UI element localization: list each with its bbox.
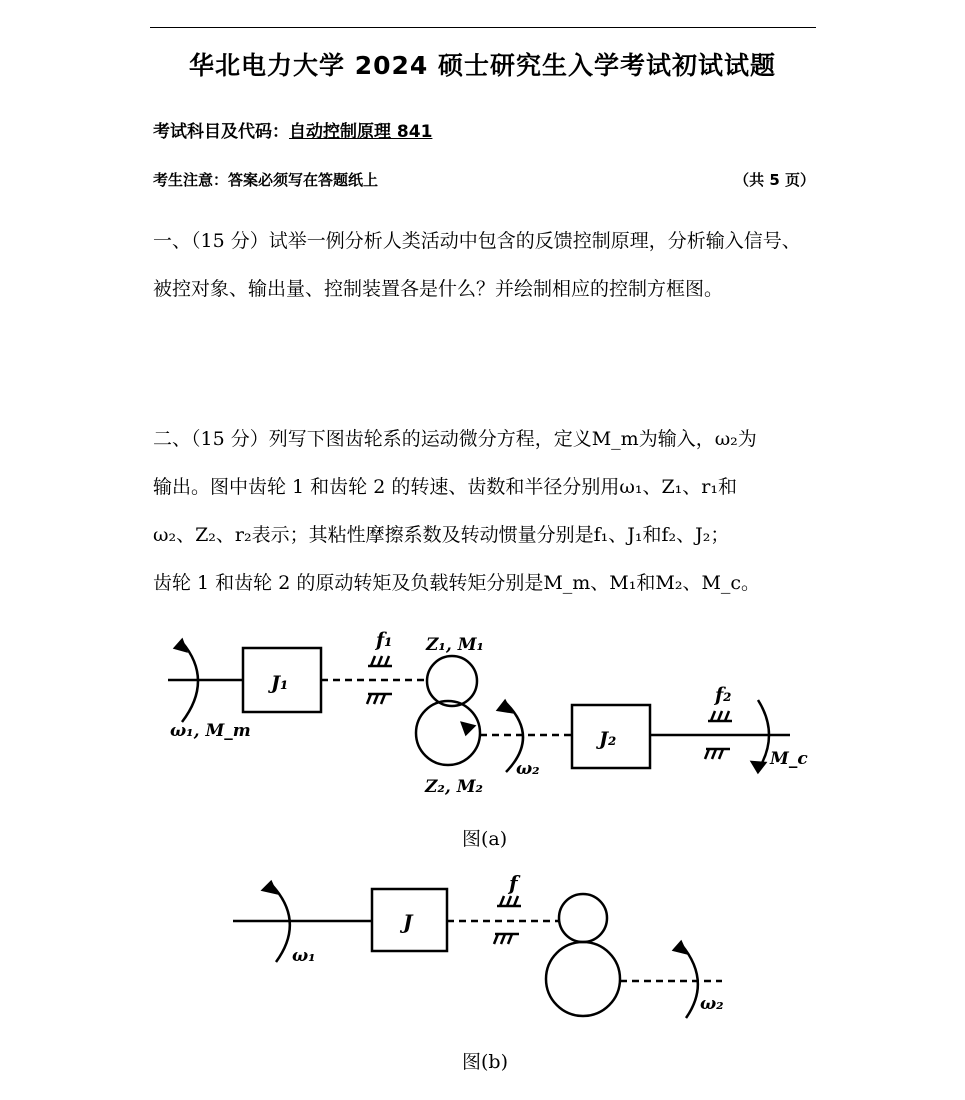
omega1-arrowhead-a [175, 640, 186, 651]
exam-title: 华北电力大学 2024 硕士研究生入学考试初试试题 [189, 51, 776, 80]
subject-label: 考试科目及代码： [153, 122, 289, 142]
label-omega2-a: ω₂ [516, 759, 540, 779]
figure-a-caption: 图(a) [462, 828, 508, 850]
gear-small-b [559, 894, 607, 942]
omega1-arrow-a [182, 642, 198, 722]
figure-b-caption: 图(b) [462, 1051, 508, 1073]
label-omega1-mm: ω₁, M_m [170, 721, 251, 741]
question-2-line-1: 二、（15 分）列写下图齿轮系的运动微分方程，定义M_m为输入，ω₂为 [153, 428, 757, 450]
question-2-line-3: ω₂、Z₂、r₂表示；其粘性摩擦系数及转动惯量分别是f₁、J₁和f₂、J₂； [153, 524, 730, 546]
label-j1: J₁ [271, 672, 289, 694]
figure-a-diagram [168, 640, 790, 772]
label-mc: M_c [770, 749, 808, 769]
omega2-arrowhead-a [498, 701, 511, 712]
gear-1 [427, 656, 477, 706]
page-count: （共 5 页） [734, 171, 815, 189]
label-f: f [509, 871, 518, 895]
gear-mesh-marker [462, 723, 474, 734]
subject-value: 自动控制原理 841 [289, 122, 433, 142]
question-2-line-2: 输出。图中齿轮 1 和齿轮 2 的转速、齿数和半径分别用ω₁、Z₁、r₁和 [153, 476, 737, 498]
gear-2 [416, 701, 480, 765]
omega1-arrowhead-b [263, 882, 276, 893]
label-f2: f₂ [715, 684, 732, 706]
label-omega1-b: ω₁ [292, 946, 316, 966]
notice-text: 考生注意：答案必须写在答题纸上 [153, 171, 379, 189]
label-f1: f₁ [376, 629, 393, 651]
label-z1-m1: Z₁, M₁ [426, 635, 484, 655]
omega2-arrowhead-b [674, 942, 686, 953]
label-omega2-b: ω₂ [700, 994, 724, 1014]
question-2-line-4: 齿轮 1 和齿轮 2 的原动转矩及负载转矩分别是M_m、M₁和M₂、M_c。 [153, 572, 761, 594]
question-1: 一、（15 分）试举一例分析人类活动中包含的反馈控制原理，分析输入信号、被控对象、输出量、控制装置各是什么？并绘制相应的控制方框图。 [153, 230, 801, 300]
load-torque-arrowhead [752, 762, 765, 772]
label-j2: J₂ [599, 728, 617, 750]
label-j: J [403, 910, 413, 934]
label-z2-m2: Z₂, M₂ [425, 777, 483, 797]
omega1-arrow-b [271, 884, 290, 962]
gear-large-b [546, 942, 620, 1016]
